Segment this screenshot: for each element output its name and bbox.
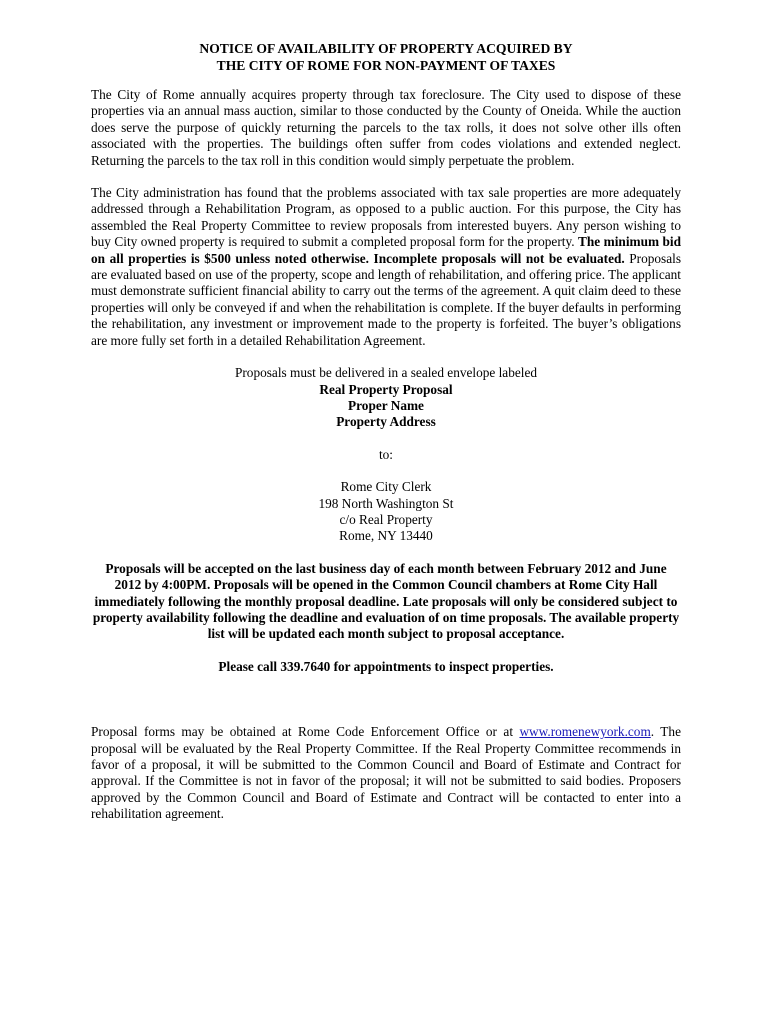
final-paragraph: [91, 724, 681, 822]
program-paragraph: [91, 185, 681, 349]
title-line-1: NOTICE OF AVAILABILITY OF PROPERTY ACQUIRED BY: [199, 41, 573, 56]
minimum-bid-notice: The minimum bid on all properties is $500 unless noted otherwise. Incomplete proposals will not be evaluated.: [91, 234, 681, 266]
address-line-1: Rome City Clerk: [340, 479, 432, 495]
envelope-label-2: Proper Name: [348, 397, 424, 413]
delivery-intro: Proposals must be delivered in a sealed envelope labeled: [234, 365, 538, 381]
website-link[interactable]: www.romenewyork.com: [519, 724, 651, 740]
final-text-a: Proposal forms may be obtained at Rome Code Enforcement Office or at: [91, 724, 520, 740]
envelope-label-1: Real Property Proposal: [319, 381, 453, 397]
program-text-a: The City administration has found that the problems associated with tax sale properties are more adequately addressed through a Rehabilitation Program, as opposed to a public auction. For this purpose, the City has assembled the Real Property Committee to review proposals from interested buyers. Any person wishing to buy City owned property is required to submit a completed proposal form for the property.: [91, 185, 681, 250]
deadline-paragraph: Proposals will be accepted on the last business day of each month between February 2012 and June 2012 by 4:00PM. Proposals will be opened in the Common Council chambers at Rome City Hall immediately following the monthly proposal deadline. Late proposals will only be considered subject to property availability following the deadline and evaluation of on time proposals. The available property list will be updated each month subject to proposal acceptance.: [92, 560, 680, 642]
title-line-2: THE CITY OF ROME FOR NON-PAYMENT OF TAXES: [216, 58, 556, 73]
to-label: to:: [378, 446, 394, 462]
address-line-2: 198 North Washington St: [318, 495, 454, 511]
intro-paragraph: The City of Rome annually acquires property through tax foreclosure. The City used to dispose of these properties via an annual mass auction, similar to those conducted by the County of Oneida. While the auction does serve the purpose of quickly returning the parcels to the tax rolls, it does not solve other ills often associated with the properties. The buildings often suffer from codes violations and extended neglect. Returning the parcels to the tax roll in this condition would simply perpetuate the problem.: [91, 87, 681, 168]
call-notice: Please call 339.7640 for appointments to inspect properties.: [218, 658, 554, 674]
envelope-label-3: Property Address: [336, 414, 436, 430]
document-page: [91, 40, 681, 823]
address-line-3: c/o Real Property: [339, 511, 433, 527]
address-line-4: Rome, NY 13440: [339, 528, 433, 544]
final-text-b: . The proposal will be evaluated by the Real Property Committee. If the Real Property Committee recommends in favor of a proposal, it will be submitted to the Common Council and Board of Estimate and Contract for approval. If the Committee is not in favor of the proposal; it will not be submitted to said bodies. Proposers approved by the Common Council and Board of Estimate and Contract will be contacted to enter into a rehabilitation agreement.: [91, 724, 681, 822]
program-text-b: Proposals are evaluated based on use of the property, scope and length of rehabilitation, and offering price. The applicant must demonstrate sufficient financial ability to carry out the terms of the agreement. A quit claim deed to these properties will only be conveyed if and when the rehabilitation is complete. If the buyer defaults in performing the rehabilitation, any investment or improvement made to the property is forfeited. The buyer’s obligations are more fully set forth in a detailed Rehabilitation Agreement.: [91, 250, 682, 348]
